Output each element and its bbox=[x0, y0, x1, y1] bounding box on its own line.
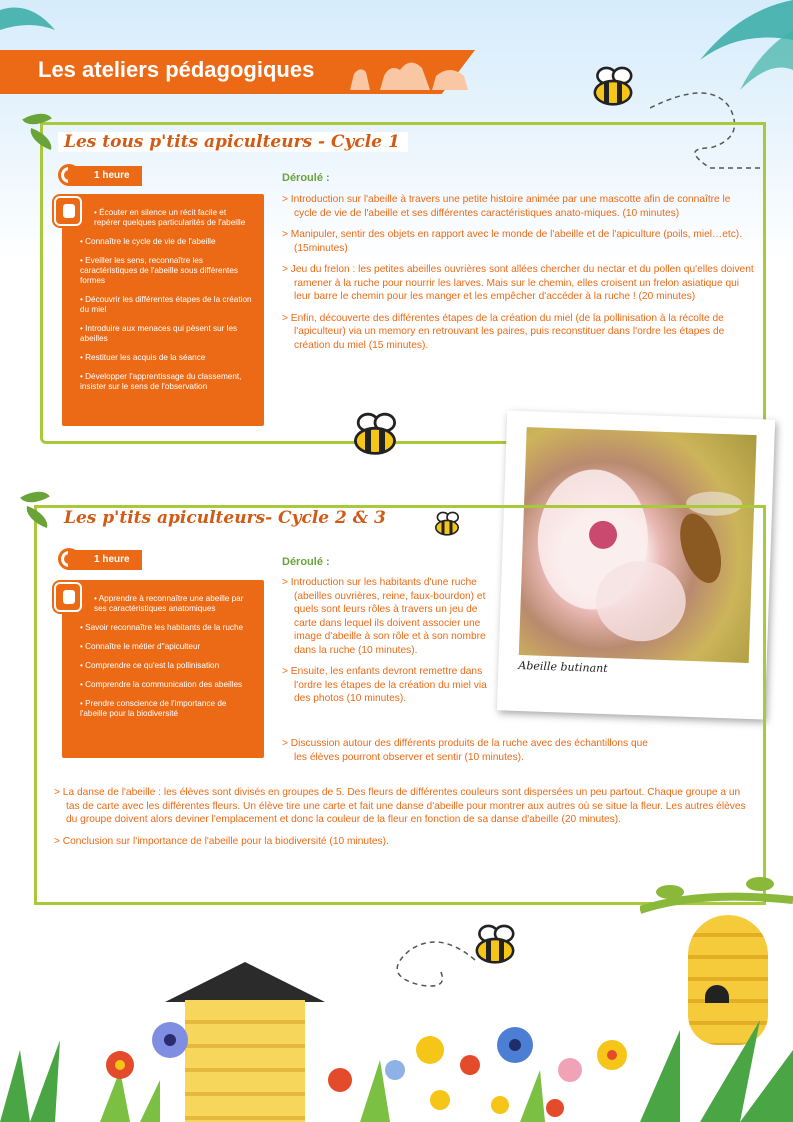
skep-entrance bbox=[705, 985, 729, 1003]
thumbs-up-icon bbox=[54, 196, 82, 226]
section1-steps bbox=[282, 193, 754, 360]
objective-item: • Restituer les acquis de la séance bbox=[80, 353, 206, 362]
animals-silhouette-icon bbox=[340, 46, 470, 92]
photo-caption: Abeille butinant bbox=[518, 658, 608, 676]
section2-objectives bbox=[62, 580, 264, 758]
hive-roof bbox=[165, 962, 325, 1002]
objective-item: • Écouter en silence un récit facile et repérer quelques particularités de l'abeille bbox=[94, 208, 246, 227]
section2-steps-narrow bbox=[282, 576, 490, 714]
step-item: > La danse de l'abeille : les élèves sont divisés en groupes de 5. Des fleurs de différentes couleurs sont dispersées un peu partout. Chaque groupe a un tas de carte avec les différentes fleurs. Un élève tire une carte et fait une danse d'abeille pour montrer aux autres où se situe la fleur. Les autres élèves du groupe doivent alors deviner l'emplacement et donc la couleur de la fleur en fonction de sa danse d'abeille (20 minutes). bbox=[54, 786, 754, 827]
bee-icon bbox=[343, 413, 407, 463]
section1-deroule-label: Déroulé : bbox=[282, 172, 330, 184]
objective-item: • Apprendre à reconnaître une abeille par ses caractéristiques anatomiques bbox=[94, 594, 244, 613]
objective-item: • Introduire aux menaces qui pèsent sur les abeilles bbox=[80, 324, 238, 343]
bee-icon bbox=[583, 67, 643, 114]
palm-leaf-icon bbox=[680, 0, 793, 90]
step-item: > Ensuite, les enfants devront remettre dans l'ordre les étapes de la création du miel via des photos (10 minutes). bbox=[282, 665, 490, 706]
objective-item: • Savoir reconnaître les habitants de la ruche bbox=[80, 623, 244, 632]
step-item: > Introduction sur les habitants d'une ruche (abeilles ouvrières, reine, faux-bourdon) et quels sont leurs rôles à travers un jeu de carte dans lequel ils doivent associer une image d'abeille à son rôle et à son nombre dans la ruche (10 minutes). bbox=[282, 576, 490, 657]
step-item: > Discussion autour des différents produits de la ruche avec des échantillons que les élèves pourront observer et sentir (10 minutes). bbox=[282, 737, 662, 764]
section2-title: Les p'tits apiculteurs- Cycle 2 & 3 bbox=[58, 508, 394, 528]
section2-step-discussion bbox=[282, 737, 662, 772]
objective-item: • Développer l'apprentissage du classement, insister sur le sens de l'observation bbox=[80, 372, 242, 391]
step-item: > Manipuler, sentir des objets en rapport avec le monde de l'abeille et de l'apiculture (poils, miel…etc). (15minutes) bbox=[282, 228, 754, 255]
step-item: > Introduction sur l'abeille à travers une petite histoire animée par une mascotte afin de connaître le cycle de vie de l'abeille et ses différentes caractéristiques anato-miques. (10 minutes) bbox=[282, 193, 754, 220]
step-item: > Conclusion sur l'importance de l'abeille pour la biodiversité (10 minutes). bbox=[54, 835, 754, 849]
flight-path-dashes bbox=[380, 930, 480, 1000]
thumbs-up-icon bbox=[54, 582, 82, 612]
objective-item: • Connaître le métier d''apiculteur bbox=[80, 642, 201, 651]
section2-steps-wide bbox=[54, 786, 754, 856]
section1-objectives bbox=[62, 194, 264, 426]
step-item: > Jeu du frelon : les petites abeilles ouvrières sont allées chercher du nectar et du pollen qu'elles doivent ramener à la ruche pour nourrir les larves. Mais sur le chemin, elles croisent un frelon asiatique qui leur barre le chemin pour les manger et les empêcher d'accéder à la ruche ! (20 minutes) bbox=[282, 263, 754, 304]
objective-item: • Connaître le cycle de vie de l'abeille bbox=[80, 237, 216, 246]
page-title: Les ateliers pédagogiques bbox=[38, 57, 315, 82]
bee-icon bbox=[429, 512, 466, 541]
palm-leaf-icon bbox=[0, 0, 60, 50]
objective-item: • Découvrir les différentes étapes de la création du miel bbox=[80, 295, 252, 314]
objective-item: • Comprendre ce qu'est la pollinisation bbox=[80, 661, 220, 670]
duration-badge: 1 heure bbox=[68, 166, 142, 186]
duration-badge: 1 heure bbox=[68, 550, 142, 570]
objective-item: • Prendre conscience de l'importance de l'abeille pour la biodiversité bbox=[80, 699, 227, 718]
objective-item: • Comprendre la communication des abeilles bbox=[80, 680, 243, 689]
section2-deroule-label: Déroulé : bbox=[282, 556, 330, 568]
flowers-meadow-illustration bbox=[0, 1010, 793, 1122]
objective-item: • Eveiller les sens, reconnaître les caractéristiques de l'abeille sous différentes formes bbox=[80, 256, 238, 285]
step-item: > Enfin, découverte des différentes étapes de la création du miel (de la pollinisation à la récolte de l'apiculteur) via un memory en retrouvant les paires, puis reconstituer dans l'ordre les étapes de création du miel (15 minutes). bbox=[282, 312, 754, 353]
section1-title: Les tous p'tits apiculteurs - Cycle 1 bbox=[58, 132, 408, 152]
